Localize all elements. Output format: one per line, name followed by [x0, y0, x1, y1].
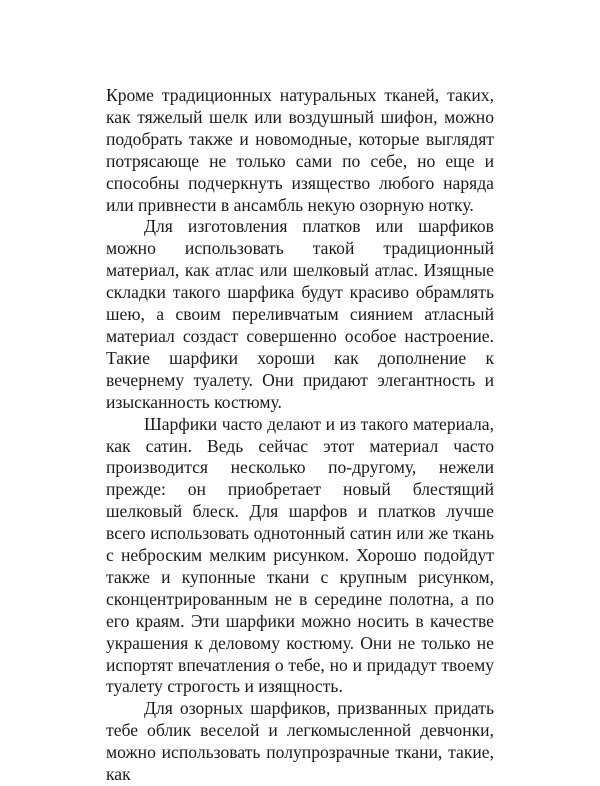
paragraph-playful-scarves: Для озорных шарфиков, призванных придать тебе облик веселой и легкомысленной девчонки, можно использовать полупрозрачные ткани, такие, как: [106, 698, 494, 785]
body-text: [106, 85, 494, 786]
paragraph-fabrics-intro: Кроме традиционных натуральных тканей, таких, как тяжелый шелк или воздушный шифон, можно подобрать также и новомодные, которые выглядят потрясающе не только сами по себе, но еще и способны подчеркнуть изящество любого наряда или привнести в ансамбль некую озорную нотку.: [106, 85, 494, 215]
paragraph-sateen: Шарфики часто делают и из такого материала, как сатин. Ведь сейчас этот материал часто производится несколько по-другому, нежели прежде: он приобретает новый блестящий шелковый блеск. Для шарфов и платков лучше всего использовать однотонный сатин или же ткань с неброским мелким рисунком. Хорошо подойдут также и купонные ткани с крупным рисунком, сконцентрированным не в середине полотна, а по его краям. Эти шарфики можно носить в качестве украшения к деловому костюму. Они не только не испортят впечатления о тебе, но и придадут твоему туалету строгость и изящность.: [106, 413, 494, 697]
paragraph-satin-atlas: Для изготовления платков или шарфиков можно использовать такой традиционный материал, как атлас или шелковый атлас. Изящные складки такого шарфика будут красиво обрамлять шею, а своим переливчатым сиянием атласный материал создаст совершенно особое настроение. Такие шарфики хороши как дополнение к вечернему туалету. Они придают элегантность и изысканность костюму.: [106, 216, 494, 412]
